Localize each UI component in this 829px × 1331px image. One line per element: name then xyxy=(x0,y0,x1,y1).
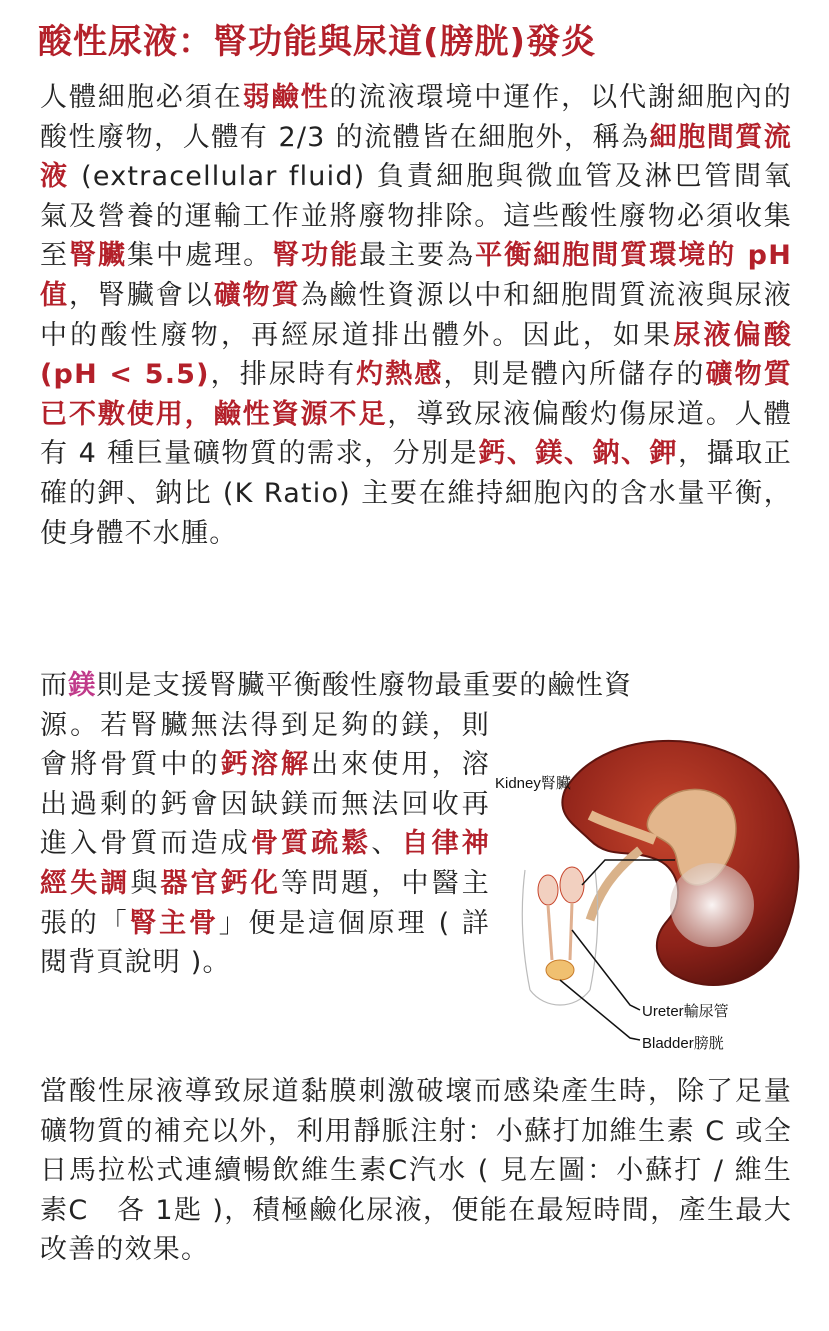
text-segment: 等問題，中醫主張的「 xyxy=(40,867,491,939)
highlighted-term: 腎主骨 xyxy=(129,907,219,939)
paragraph-urine-treatment xyxy=(40,1072,792,1270)
text-segment: 人體細胞必須在 xyxy=(40,82,243,113)
text-segment: ，排尿時有 xyxy=(209,359,357,391)
magnesium-lead-line xyxy=(40,670,632,701)
highlighted-term: 礦物質已不敷使用，鹼性資源不足 xyxy=(40,359,792,430)
text-segment: 為鹼性資源以中和細胞間質流液與尿液中的酸性廢物，再經尿道排出體外。因此，如果 xyxy=(40,279,792,351)
highlighted-term: 骨質疏鬆 xyxy=(250,828,372,860)
text-segment: 源。若腎臟無法得到足夠的鎂，則會將骨質中的 xyxy=(40,709,490,781)
text-segment: 當酸性尿液導致尿道黏膜刺激破壞而感染產生時，除了足量礦物質的補充以外，利用靜脈注射：小蘇打加維生素 C 或全日馬拉松式連續暢飲維生素C汽水 ( 見左圖：小蘇打 / 維生素C 各 1匙 )，積極鹼化尿液，便能在最短時間，產生最大改善的效果。 xyxy=(40,1076,792,1266)
highlighted-term: 礦物質 xyxy=(213,279,301,311)
text-segment: 、 xyxy=(371,828,402,860)
text-segment: 最主要為 xyxy=(359,240,476,272)
text-segment: (extracellular fluid) 負責細胞與微血管及淋巴管間氧氣及營養的運輸工作並將廢物排除。這些酸性廢物必須收集至 xyxy=(40,161,792,272)
highlighted-term: 平衡細胞間質環境的 pH 值 xyxy=(40,240,792,311)
cyst-highlight xyxy=(670,863,754,947)
highlighted-term: 鈣、鎂、鈉、鉀 xyxy=(478,438,679,470)
page-title: 酸性尿液：腎功能與尿道(膀胱)發炎 xyxy=(38,22,597,62)
text-segment: 的流液環境中運作，以代謝細胞內的酸性廢物，人體有 2/3 的流體皆在細胞外，稱為 xyxy=(40,82,792,153)
kidney-label: Kidney腎臟 xyxy=(495,775,571,792)
text-segment: 而 xyxy=(40,670,69,701)
text-segment: 與 xyxy=(130,867,161,899)
highlighted-term: 細胞間質流液 xyxy=(40,121,792,193)
highlighted-term: 腎臟 xyxy=(69,240,128,272)
highlighted-term: 灼熱感 xyxy=(356,359,444,391)
text-segment: ，則是體內所儲存的 xyxy=(443,359,706,391)
bladder-label: Bladder膀胱 xyxy=(642,1035,724,1052)
text-segment: 」便是這個原理 ( 詳閱背頁說明 )。 xyxy=(40,907,490,979)
text-segment: 則是支援腎臟平衡酸性廢物最重要的鹼性資 xyxy=(96,670,633,701)
paragraph-kidney-function xyxy=(40,78,792,553)
magnesium-wrapped-text xyxy=(40,706,490,983)
bladder-shape xyxy=(546,960,574,980)
text-segment: ，攝取正確的鉀、鈉比 (K Ratio) 主要在維持細胞內的含水量平衡，使身體不水腫。 xyxy=(40,438,792,549)
kidney-illustration xyxy=(490,720,810,1060)
highlighted-term: 鈣溶解 xyxy=(220,749,312,781)
highlighted-term: 鎂 xyxy=(68,670,97,701)
highlighted-term: 腎功能 xyxy=(272,240,360,272)
text-segment: 集中處理。 xyxy=(127,240,273,272)
text-segment: ，導致尿液偏酸灼傷尿道。人體有 4 種巨量礦物質的需求，分別是 xyxy=(40,398,792,470)
text-segment: ，腎臟會以 xyxy=(68,279,214,311)
ureter-label: Ureter輸尿管 xyxy=(642,1003,729,1020)
text-segment: 出來使用，溶出過剩的鈣會因缺鎂而無法回收再進入骨質而造成 xyxy=(40,749,490,860)
highlighted-term: 自律神經失調 xyxy=(40,828,490,899)
highlighted-term: 器官鈣化 xyxy=(160,867,282,899)
highlighted-term: 弱鹼性 xyxy=(242,82,330,113)
highlighted-term: 尿液偏酸 (pH < 5.5) xyxy=(40,319,792,391)
